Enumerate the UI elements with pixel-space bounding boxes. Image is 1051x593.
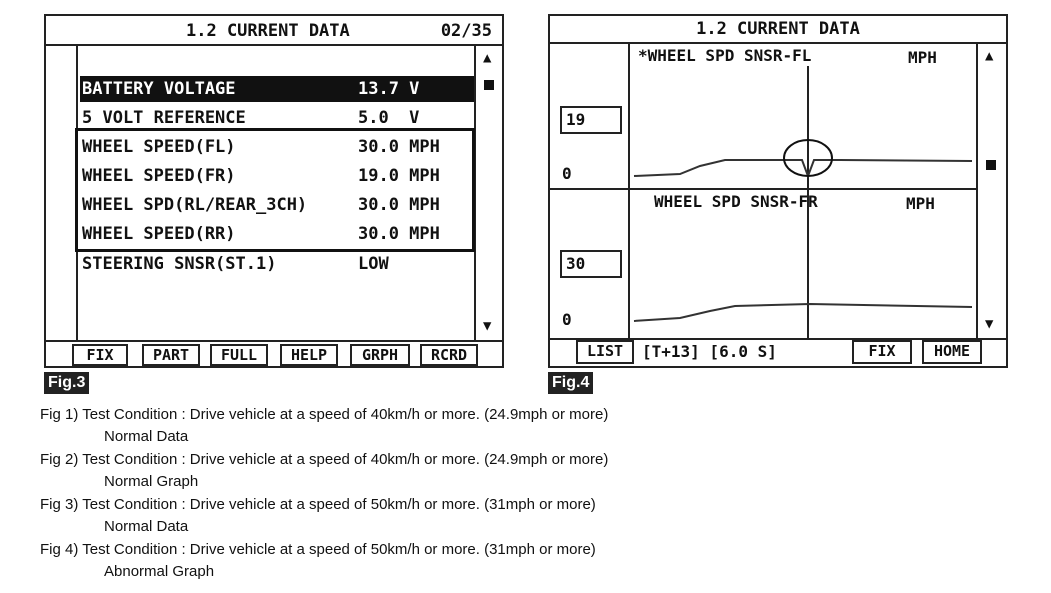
fix-button[interactable]: FIX xyxy=(852,340,912,364)
row-value: 30.0 MPH xyxy=(358,224,440,244)
caption-fig1-sub: Normal Data xyxy=(104,428,189,445)
screen-title: 1.2 CURRENT DATA xyxy=(550,16,1006,44)
graph2-unit: MPH xyxy=(906,194,935,213)
time-readout: [T+13] [6.0 S] xyxy=(642,342,777,361)
data-row-steering-snsr[interactable] xyxy=(80,251,474,277)
row-label: WHEEL SPEED(RR) xyxy=(82,224,236,244)
wheel-speed-highlight-box xyxy=(75,128,475,252)
graph1-zero-label: 0 xyxy=(562,164,572,183)
part-button[interactable]: PART xyxy=(142,344,200,366)
help-button[interactable]: HELP xyxy=(280,344,338,366)
home-button[interactable]: HOME xyxy=(922,340,982,364)
graph2-zero-label: 0 xyxy=(562,310,572,329)
list-button[interactable]: LIST xyxy=(576,340,634,364)
caption-fig4-sub: Abnormal Graph xyxy=(104,563,215,580)
screen-title-bar xyxy=(46,16,502,46)
fig4-label: Fig.4 xyxy=(548,372,593,394)
scroll-up-icon[interactable]: ▲ xyxy=(985,48,994,64)
current-data-list-screen xyxy=(44,14,504,368)
row-label: 5 VOLT REFERENCE xyxy=(82,108,246,128)
caption-fig3: Fig 3) Test Condition : Drive vehicle at a speed of 50km/h or more. (31mph or more) xyxy=(40,496,596,513)
bottom-divider xyxy=(46,340,502,342)
screen-title: 1.2 CURRENT DATA xyxy=(186,21,350,41)
graph1-unit: MPH xyxy=(908,48,937,67)
graph2-title: WHEEL SPD SNSR-FR xyxy=(654,192,818,211)
scroll-down-icon[interactable]: ▼ xyxy=(483,318,492,334)
row-label: STEERING SNSR(ST.1) xyxy=(82,254,277,274)
caption-fig2-sub: Normal Graph xyxy=(104,473,199,490)
grph-button[interactable]: GRPH xyxy=(350,344,410,366)
caption-fig3-sub: Normal Data xyxy=(104,518,189,535)
full-button[interactable]: FULL xyxy=(210,344,268,366)
graph2-value-box: 30 xyxy=(560,250,622,278)
row-value: 30.0 MPH xyxy=(358,137,440,157)
fix-button[interactable]: FIX xyxy=(72,344,128,366)
caption-fig2: Fig 2) Test Condition : Drive vehicle at a speed of 40km/h or more. (24.9mph or more) xyxy=(40,451,609,468)
row-label: WHEEL SPD(RL/REAR_3CH) xyxy=(82,195,308,215)
scroll-thumb[interactable] xyxy=(986,160,996,170)
row-value: 13.7 V xyxy=(358,79,420,99)
rcrd-button[interactable]: RCRD xyxy=(420,344,478,366)
graph1-trace xyxy=(634,160,972,176)
row-value: LOW xyxy=(358,254,389,274)
row-label: WHEEL SPEED(FR) xyxy=(82,166,236,186)
caption-fig4: Fig 4) Test Condition : Drive vehicle at a speed of 50km/h or more. (31mph or more) xyxy=(40,541,596,558)
scroll-down-icon[interactable]: ▼ xyxy=(985,316,994,332)
scroll-thumb[interactable] xyxy=(484,80,494,90)
graph1-title: *WHEEL SPD SNSR-FL xyxy=(638,46,812,65)
fig3-label: Fig.3 xyxy=(44,372,89,394)
row-label: BATTERY VOLTAGE xyxy=(82,79,236,99)
row-value: 19.0 MPH xyxy=(358,166,440,186)
page-indicator: 02/35 xyxy=(440,21,492,41)
row-value: 30.0 MPH xyxy=(358,195,440,215)
row-label: WHEEL SPEED(FL) xyxy=(82,137,236,157)
caption-fig1: Fig 1) Test Condition : Drive vehicle at a speed of 40km/h or more. (24.9mph or more) xyxy=(40,406,609,423)
row-value: 5.0 V xyxy=(358,108,420,128)
graph1-value-box: 19 xyxy=(560,106,622,134)
graph2-trace xyxy=(634,304,972,321)
graph-plot-area xyxy=(550,16,1006,366)
current-data-graph-screen xyxy=(548,14,1008,368)
scroll-up-icon[interactable]: ▲ xyxy=(483,50,492,66)
data-row-battery-voltage[interactable] xyxy=(80,76,474,102)
